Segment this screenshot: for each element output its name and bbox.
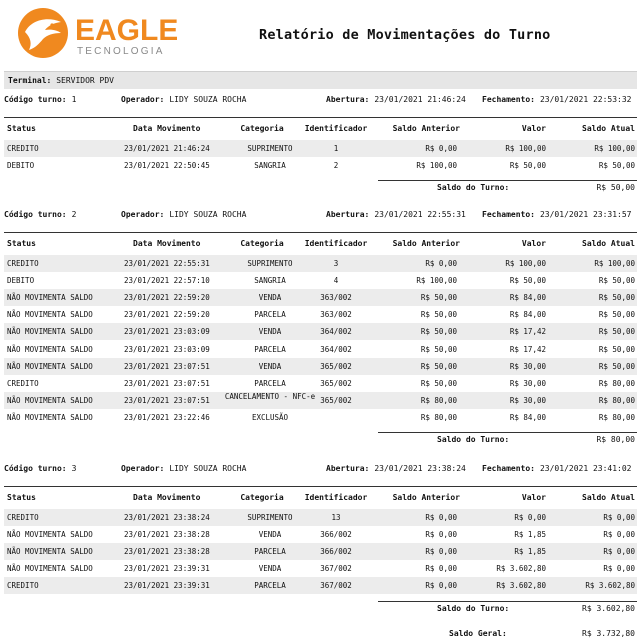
table-row — [4, 306, 637, 323]
cell-identificador: 1 — [333, 144, 339, 153]
column-header-data: Data Movimento — [133, 493, 201, 502]
shift-fechamento — [482, 464, 632, 478]
cell-saldo-anterior: R$ 100,00 — [416, 161, 457, 171]
cell-saldo-atual: R$ 80,00 — [598, 378, 635, 388]
cell-saldo-atual: R$ 50,00 — [598, 293, 635, 303]
cell-data: 23/01/2021 23:22:46 — [124, 412, 210, 422]
cell-data: 23/01/2021 23:38:24 — [124, 513, 210, 522]
table-row — [4, 140, 637, 157]
cell-identificador: 363/002 — [320, 293, 352, 303]
cell-saldo-anterior: R$ 50,00 — [420, 327, 457, 337]
cell-data: 23/01/2021 23:07:51 — [124, 378, 210, 388]
cell-status: NÃO MOVIMENTA SALDO — [7, 530, 93, 540]
saldo-divider — [378, 601, 637, 602]
shift-fechamento — [482, 210, 632, 224]
column-header-valor: Valor — [521, 239, 546, 248]
codigo-value: 3 — [71, 464, 77, 473]
cell-identificador: 4 — [333, 276, 339, 286]
saldo-turno-label: Saldo do Turno: — [437, 435, 510, 444]
section-divider — [4, 486, 637, 487]
abertura-value: 23/01/2021 23:38:24 — [374, 464, 466, 473]
cell-valor: R$ 30,00 — [509, 361, 546, 371]
column-header-categoria: Categoria — [240, 239, 284, 248]
cell-data: 23/01/2021 23:03:09 — [124, 327, 210, 337]
cell-status: CREDITO — [7, 259, 39, 268]
fechamento-label: Fechamento: — [482, 95, 535, 104]
cell-saldo-atual: R$ 0,00 — [603, 530, 635, 540]
cell-status: DEBITO — [7, 161, 35, 171]
cell-identificador: 366/002 — [320, 547, 352, 557]
shift-fechamento — [482, 95, 632, 109]
codigo-label: Código turno: — [4, 210, 67, 219]
cell-identificador: 365/002 — [320, 395, 352, 405]
cell-saldo-atual: R$ 50,00 — [598, 344, 635, 354]
cell-valor: R$ 0,00 — [514, 513, 546, 522]
cell-saldo-atual: R$ 50,00 — [598, 276, 635, 286]
brand-subtitle: TECNOLOGIA — [77, 46, 165, 57]
cell-saldo-anterior: R$ 50,00 — [420, 310, 457, 320]
cell-valor: R$ 3.602,80 — [496, 564, 546, 574]
shift-operador — [121, 464, 246, 478]
cell-valor: R$ 1,85 — [514, 530, 546, 540]
operador-value: LIDY SOUZA ROCHA — [169, 210, 247, 219]
column-header-saldo-atual: Saldo Atual — [582, 239, 635, 248]
column-header-categoria: Categoria — [240, 493, 284, 502]
cell-saldo-anterior: R$ 50,00 — [420, 361, 457, 371]
cell-data: 23/01/2021 21:46:24 — [124, 144, 210, 153]
fechamento-label: Fechamento: — [482, 464, 535, 473]
cell-identificador: 365/002 — [320, 378, 352, 388]
column-header-identificador: Identificador — [304, 124, 368, 133]
cell-identificador: 2 — [333, 161, 339, 171]
cell-saldo-anterior: R$ 50,00 — [420, 344, 457, 354]
fechamento-label: Fechamento: — [482, 210, 535, 219]
cell-categoria: VENDA — [258, 530, 282, 540]
table-header — [0, 239, 641, 253]
cell-data: 23/01/2021 22:55:31 — [124, 259, 210, 268]
cell-valor: R$ 30,00 — [509, 378, 546, 388]
table-row — [4, 577, 637, 594]
cell-categoria: VENDA — [258, 361, 282, 371]
table-row — [4, 255, 637, 272]
shift-codigo — [4, 95, 76, 109]
terminal-band — [4, 71, 637, 89]
saldo-geral — [0, 629, 641, 643]
cell-categoria: SANGRIA — [254, 161, 286, 171]
cell-valor: R$ 3.602,80 — [496, 581, 546, 591]
cell-valor: R$ 100,00 — [505, 144, 546, 153]
table-header — [0, 124, 641, 138]
column-header-status: Status — [7, 493, 36, 502]
cell-saldo-anterior: R$ 0,00 — [425, 513, 457, 522]
table-row — [4, 341, 637, 358]
table-row — [4, 526, 637, 543]
cell-saldo-atual: R$ 100,00 — [594, 144, 635, 153]
table-row — [4, 509, 637, 526]
section-divider — [4, 232, 637, 233]
cell-data: 23/01/2021 22:50:45 — [124, 161, 210, 171]
cell-valor: R$ 17,42 — [509, 327, 546, 337]
cell-saldo-anterior: R$ 0,00 — [425, 547, 457, 557]
table-row — [4, 272, 637, 289]
table-row — [4, 358, 637, 375]
cell-status: NÃO MOVIMENTA SALDO — [7, 361, 93, 371]
cell-identificador: 366/002 — [320, 530, 352, 540]
cell-valor: R$ 84,00 — [509, 412, 546, 422]
cell-saldo-atual: R$ 0,00 — [603, 547, 635, 557]
cell-valor: R$ 30,00 — [509, 395, 546, 405]
table-header — [0, 493, 641, 507]
cell-data: 23/01/2021 23:38:28 — [124, 547, 210, 557]
cell-status: NÃO MOVIMENTA SALDO — [7, 412, 93, 422]
eagle-logo — [17, 6, 177, 62]
cell-status: NÃO MOVIMENTA SALDO — [7, 293, 93, 303]
cell-status: CREDITO — [7, 378, 39, 388]
cell-valor: R$ 84,00 — [509, 293, 546, 303]
saldo-turno-value: R$ 80,00 — [596, 435, 635, 444]
cell-status: NÃO MOVIMENTA SALDO — [7, 564, 93, 574]
operador-label: Operador: — [121, 464, 165, 473]
cell-saldo-atual: R$ 50,00 — [598, 327, 635, 337]
terminal-label: Terminal: — [8, 76, 52, 85]
shift-operador — [121, 210, 246, 224]
cell-status: CREDITO — [7, 513, 39, 522]
cell-identificador: 363/002 — [320, 310, 352, 320]
cell-saldo-anterior: R$ 50,00 — [420, 293, 457, 303]
column-header-saldo-anterior: Saldo Anterior — [392, 124, 460, 133]
cell-status: NÃO MOVIMENTA SALDO — [7, 310, 93, 320]
codigo-label: Código turno: — [4, 464, 67, 473]
cell-data: 23/01/2021 23:07:51 — [124, 395, 210, 405]
fechamento-value: 23/01/2021 23:31:57 — [539, 210, 632, 219]
cell-categoria: SANGRIA — [254, 276, 286, 286]
cell-identificador: 13 — [331, 513, 341, 522]
cell-valor: R$ 100,00 — [505, 259, 546, 268]
report-title: Relatório de Movimentações do Turno — [259, 27, 551, 43]
cell-categoria: VENDA — [258, 564, 282, 574]
table-row — [4, 543, 637, 560]
cell-data: 23/01/2021 22:59:20 — [124, 310, 210, 320]
codigo-value: 2 — [71, 210, 77, 219]
cell-saldo-anterior: R$ 100,00 — [416, 276, 457, 286]
cell-status: NÃO MOVIMENTA SALDO — [7, 327, 93, 337]
cell-valor: R$ 84,00 — [509, 310, 546, 320]
fechamento-value: 23/01/2021 22:53:32 — [539, 95, 632, 104]
saldo-turno — [0, 604, 641, 618]
shift-abertura — [326, 95, 466, 109]
saldo-turno-value: R$ 3.602,80 — [582, 603, 635, 613]
cell-identificador: 364/002 — [320, 344, 352, 354]
column-header-saldo-anterior: Saldo Anterior — [392, 239, 460, 248]
cell-saldo-atual: R$ 80,00 — [598, 395, 635, 405]
cell-categoria: VENDA — [258, 327, 282, 337]
table-row — [4, 157, 637, 174]
table-row — [4, 323, 637, 340]
abertura-value: 23/01/2021 21:46:24 — [374, 95, 466, 104]
saldo-geral-label: Saldo Geral: — [449, 629, 507, 638]
cell-status: NÃO MOVIMENTA SALDO — [7, 395, 93, 405]
codigo-label: Código turno: — [4, 95, 67, 104]
cell-status: CREDITO — [7, 581, 39, 591]
saldo-divider — [378, 180, 637, 181]
operador-label: Operador: — [121, 95, 165, 104]
shift-operador — [121, 95, 246, 109]
codigo-value: 1 — [71, 95, 77, 104]
column-header-saldo-atual: Saldo Atual — [582, 124, 635, 133]
shift-abertura — [326, 210, 466, 224]
cell-status: NÃO MOVIMENTA SALDO — [7, 547, 93, 557]
cell-categoria: PARCELA — [254, 547, 286, 557]
saldo-divider — [378, 432, 637, 433]
table-row — [4, 392, 637, 409]
table-row — [4, 289, 637, 306]
cell-saldo-atual: R$ 80,00 — [598, 412, 635, 422]
cell-saldo-anterior: R$ 50,00 — [420, 378, 457, 388]
cell-data: 23/01/2021 22:59:20 — [124, 293, 210, 303]
abertura-label: Abertura: — [326, 464, 370, 473]
cell-saldo-atual: R$ 0,00 — [603, 564, 635, 574]
cell-saldo-atual: R$ 100,00 — [594, 259, 635, 268]
cell-saldo-atual: R$ 50,00 — [598, 161, 635, 171]
column-header-saldo-atual: Saldo Atual — [582, 493, 635, 502]
operador-value: LIDY SOUZA ROCHA — [169, 95, 247, 104]
cell-identificador: 367/002 — [320, 564, 352, 574]
cell-categoria: PARCELA — [254, 581, 286, 591]
cell-status: CREDITO — [7, 144, 39, 153]
abertura-label: Abertura: — [326, 95, 370, 104]
cell-categoria: PARCELA — [254, 344, 286, 354]
cell-saldo-atual: R$ 3.602,80 — [585, 581, 635, 591]
fechamento-value: 23/01/2021 23:41:02 — [539, 464, 632, 473]
saldo-geral-value: R$ 3.732,80 — [582, 629, 635, 638]
cell-identificador: 3 — [333, 259, 339, 268]
table-row — [4, 409, 637, 426]
cell-valor: R$ 1,85 — [514, 547, 546, 557]
abertura-label: Abertura: — [326, 210, 370, 219]
cell-categoria: SUPRIMENTO — [247, 513, 293, 522]
saldo-turno — [0, 435, 641, 449]
cell-valor: R$ 17,42 — [509, 344, 546, 354]
cell-saldo-anterior: R$ 0,00 — [425, 259, 457, 268]
column-header-identificador: Identificador — [304, 239, 368, 248]
cell-identificador: 364/002 — [320, 327, 352, 337]
cell-categoria: VENDA — [258, 293, 282, 303]
cell-categoria: CANCELAMENTO - NFC-e — [224, 391, 316, 401]
cell-identificador: 367/002 — [320, 581, 352, 591]
cell-saldo-anterior: R$ 0,00 — [425, 144, 457, 153]
saldo-turno — [0, 183, 641, 197]
cell-status: NÃO MOVIMENTA SALDO — [7, 344, 93, 354]
cell-saldo-atual: R$ 50,00 — [598, 310, 635, 320]
cell-data: 23/01/2021 23:07:51 — [124, 361, 210, 371]
cell-identificador: 365/002 — [320, 361, 352, 371]
cell-saldo-anterior: R$ 0,00 — [425, 564, 457, 574]
column-header-saldo-anterior: Saldo Anterior — [392, 493, 460, 502]
cell-data: 23/01/2021 23:03:09 — [124, 344, 210, 354]
operador-label: Operador: — [121, 210, 165, 219]
saldo-turno-value: R$ 50,00 — [596, 183, 635, 193]
operador-value: LIDY SOUZA ROCHA — [169, 464, 247, 473]
cell-categoria: SUPRIMENTO — [247, 259, 293, 268]
shift-codigo — [4, 464, 76, 478]
cell-saldo-anterior: R$ 80,00 — [420, 395, 457, 405]
terminal-value: SERVIDOR PDV — [56, 76, 114, 85]
cell-saldo-atual: R$ 50,00 — [598, 361, 635, 371]
column-header-valor: Valor — [521, 124, 546, 133]
cell-data: 23/01/2021 23:38:28 — [124, 530, 210, 540]
cell-valor: R$ 50,00 — [509, 161, 546, 171]
cell-categoria: SUPRIMENTO — [247, 144, 293, 153]
column-header-valor: Valor — [521, 493, 546, 502]
cell-saldo-anterior: R$ 80,00 — [420, 412, 457, 422]
column-header-status: Status — [7, 239, 36, 248]
cell-data: 23/01/2021 22:57:10 — [124, 276, 210, 286]
section-divider — [4, 117, 637, 118]
cell-status: DEBITO — [7, 276, 35, 286]
column-header-categoria: Categoria — [240, 124, 284, 133]
cell-data: 23/01/2021 23:39:31 — [124, 564, 210, 574]
cell-categoria: PARCELA — [254, 310, 286, 320]
column-header-data: Data Movimento — [133, 124, 201, 133]
saldo-turno-label: Saldo do Turno: — [437, 183, 510, 193]
brand-name: EAGLE — [75, 14, 177, 47]
column-header-status: Status — [7, 124, 36, 133]
cell-categoria: PARCELA — [254, 378, 286, 388]
shift-abertura — [326, 464, 466, 478]
table-row — [4, 375, 637, 392]
table-row — [4, 560, 637, 577]
cell-valor: R$ 50,00 — [509, 276, 546, 286]
abertura-value: 23/01/2021 22:55:31 — [374, 210, 466, 219]
column-header-data: Data Movimento — [133, 239, 201, 248]
cell-data: 23/01/2021 23:39:31 — [124, 581, 210, 591]
cell-categoria: EXCLUSÃO — [251, 412, 289, 422]
column-header-identificador: Identificador — [304, 493, 368, 502]
cell-saldo-anterior: R$ 0,00 — [425, 581, 457, 591]
eagle-logo-icon — [17, 6, 177, 62]
saldo-turno-label: Saldo do Turno: — [437, 603, 510, 613]
cell-saldo-atual: R$ 0,00 — [603, 513, 635, 522]
cell-saldo-anterior: R$ 0,00 — [425, 530, 457, 540]
shift-codigo — [4, 210, 76, 224]
